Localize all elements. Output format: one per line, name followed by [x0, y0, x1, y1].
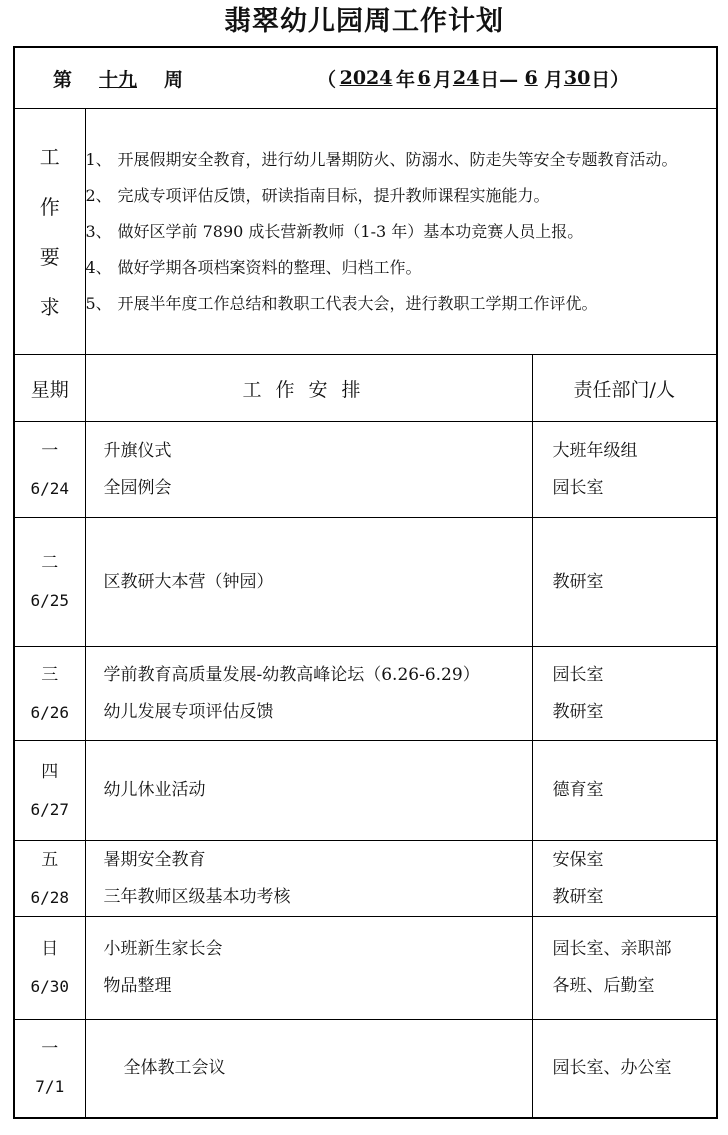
weekday-cell: 三 6/26: [14, 647, 85, 741]
page-title: 翡翠幼儿园周工作计划: [224, 6, 504, 37]
requirement-item: 4、 做好学期各项档案资料的整理、归档工作。: [85, 257, 422, 277]
week-suffix: 周: [164, 68, 184, 91]
start-month: 6: [417, 67, 431, 89]
responsible-cell: 教研室: [532, 518, 717, 647]
requirements-list: [86, 134, 717, 330]
weekday-cell: 四 6/27: [14, 741, 85, 841]
start-day: 24: [452, 67, 480, 89]
responsible-cell: 园长室、办公室: [532, 1020, 717, 1118]
responsible-cell: 德育室: [532, 741, 717, 841]
tasks-cell: 小班新生家长会 物品整理: [85, 917, 532, 1020]
day-dash: 日—: [480, 68, 519, 91]
week-line: [15, 65, 716, 92]
tasks-cell: 学前教育高质量发展-幼教高峰论坛（6.26-6.29） 幼儿发展专项评估反馈: [85, 647, 532, 741]
weekday-cell: 二 6/25: [14, 518, 85, 647]
requirement-item: 1、 开展假期安全教育，进行幼儿暑期防火、防溺水、防走失等安全专题教育活动。: [85, 149, 678, 169]
responsible-cell: 园长室 教研室: [532, 647, 717, 741]
weekly-plan-table: [13, 46, 718, 1119]
year-unit: 年: [396, 68, 416, 91]
tasks-cell: 全体教工会议: [85, 1020, 532, 1118]
date-close: 日）: [591, 68, 630, 91]
weekday-cell: 一 6/24: [14, 422, 85, 518]
schedule-row: [14, 841, 717, 917]
requirement-item: 2、 完成专项评估反馈，研读指南目标，提升教师课程实施能力。: [85, 185, 550, 205]
month-unit-2: 月: [544, 68, 564, 91]
schedule-header: [14, 355, 717, 422]
responsible-cell: 园长室、亲职部 各班、后勤室: [532, 917, 717, 1020]
tasks-cell: 区教研大本营（钟园）: [85, 518, 532, 647]
header-arrangement: 工作安排: [85, 355, 532, 422]
requirement-item: 5、 开展半年度工作总结和教职工代表大会，进行教职工学期工作评优。: [85, 293, 598, 313]
end-month: 6: [524, 67, 538, 89]
month-unit: 月: [433, 68, 453, 91]
responsible-cell: 大班年级组 园长室: [532, 422, 717, 518]
responsible-cell: 安保室 教研室: [532, 841, 717, 917]
schedule-row: [14, 741, 717, 841]
end-day: 30: [563, 67, 591, 89]
weekday-cell: 一 7/1: [14, 1020, 85, 1118]
schedule-row: [14, 422, 717, 518]
header-weekday: 星期: [14, 355, 85, 422]
schedule-row: [14, 518, 717, 647]
date-open-paren: （: [317, 68, 337, 91]
week-number: 十九: [99, 68, 138, 91]
week-row: [14, 47, 717, 109]
requirements-row: [14, 109, 717, 355]
weekday-cell: 日 6/30: [14, 917, 85, 1020]
header-responsible: 责任部门/人: [532, 355, 717, 422]
tasks-cell: 幼儿休业活动: [85, 741, 532, 841]
requirement-item: 3、 做好区学前 7890 成长营新教师（1-3 年）基本功竞赛人员上报。: [85, 221, 584, 241]
tasks-cell: 升旗仪式 全园例会: [85, 422, 532, 518]
tasks-cell: 暑期安全教育 三年教师区级基本功考核: [85, 841, 532, 917]
schedule-row: [14, 1020, 717, 1118]
schedule-row: [14, 917, 717, 1020]
requirements-label: 工 作 要 求: [14, 109, 85, 355]
weekday-cell: 五 6/28: [14, 841, 85, 917]
schedule-row: [14, 647, 717, 741]
week-year: 2024: [339, 67, 393, 89]
week-prefix: 第: [53, 68, 73, 91]
